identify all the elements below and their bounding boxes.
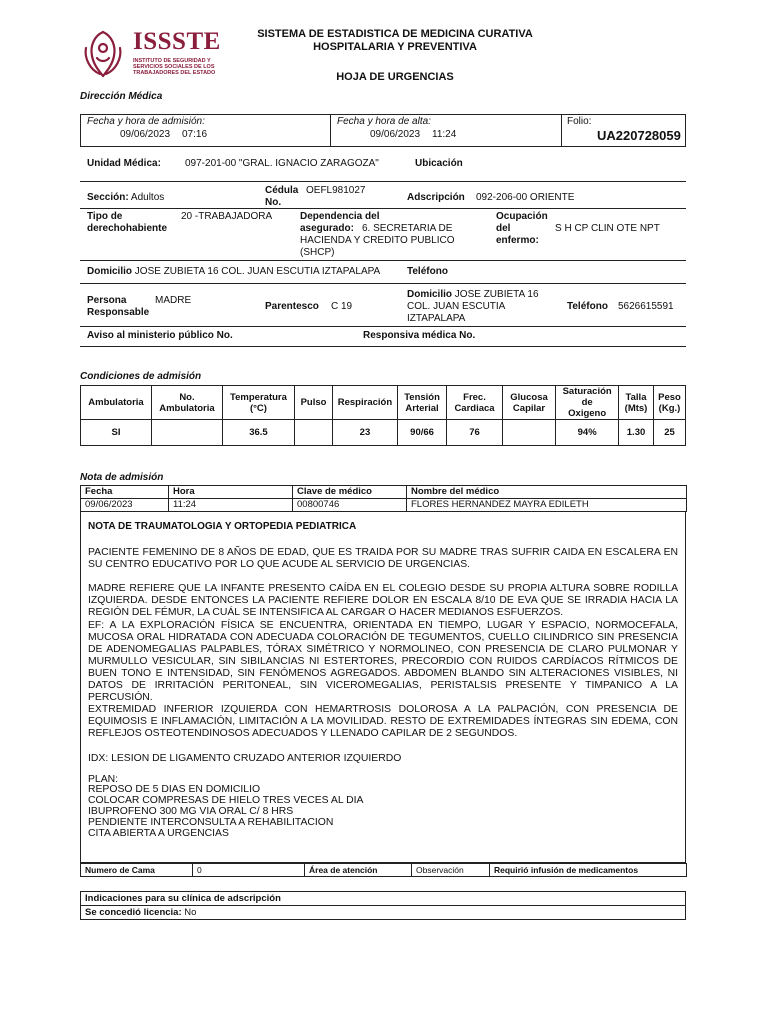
nota-body (80, 511, 686, 863)
resp-telefono-value: 5626615591 (618, 301, 674, 312)
nota-header-hora: Hora (169, 486, 293, 499)
dependencia-value-1: 6. SECRETARIA DE (362, 223, 453, 234)
cama-infusion-label: Requirió infusión de medicamentos (490, 864, 687, 877)
resp-telefono-label: Teléfono (567, 301, 608, 312)
licencia-value: No (184, 907, 197, 918)
vitals-value-cell: 36.5 (222, 420, 294, 446)
vital-signs-table (80, 385, 686, 446)
ocupacion-label-3: enfermo: (496, 235, 539, 246)
nota-paragraph-3: EF: A LA EXPLORACIÓN FÍSICA SE ENCUENTRA, ORIENTADA EN TIEMPO, LUGAR Y ESPACIO, NORMOCEFALA, MUCOSA ORAL HIDRATADA CON ADECUADA COLORACIÓN DE TEGUMENTOS, CUELLO CILINDRICO SIN PRESENCIA DE ADENOMEGALIAS PALPABLES, TÓRAX SIMÉTRICO Y NORMOLINEO, CON PRESENCIA DE CLARO PULMONAR Y MURMULLO VESICULAR, SIN SIBILANCIAS NI ESTERTORES, PRECORDIO CON RUIDOS CARDÍACOS RÍTMICOS DE BUEN TONO E INTENSIDAD, SIN FENÓMENOS AGREGADOS. ABDOMEN BLANDO SIN ALTERACIONES VISIBLES, NI DATOS DE IRRITACIÓN PERITONEAL, SIN VICEROMEGALIAS, PERISTALSIS PRESENTE Y TIMPANICO A LA PERCUSIÓN. (88, 619, 678, 704)
system-title-line1: SISTEMA DE ESTADISTICA DE MEDICINA CURATIVA (257, 28, 533, 40)
domicilio-value: JOSE ZUBIETA 16 COL. JUAN ESCUTIA IZTAPALAPA (134, 266, 381, 277)
vitals-header-line: Tensión (404, 391, 440, 403)
vitals-header-line: Ambulatoria (88, 397, 144, 408)
nota-paragraph-2: MADRE REFIERE QUE LA INFANTE PRESENTO CAÍDA EN EL COLEGIO DESDE SU PROPIA ALTURA SOBRE RODILLA IZQUIERDA. DESDE ENTONCES LA PACIENTE REFIERE DOLOR EN ESCALA 8/10 DE EVA QUE SE IRRADIA HACIA LA REGIÓN DEL FÉMUR, LA CUÁL SE INTENSIFICA AL CARGAR O HACER MEDIANOS ESFUERZOS. (88, 583, 678, 619)
plan-line: CITA ABIERTA A URGENCIAS (88, 827, 229, 839)
vitals-header-line: de (581, 397, 593, 408)
resp-domicilio-value-2: COL. JUAN ESCUTIA (407, 301, 506, 312)
vitals-header-line: Oxigeno (568, 408, 607, 419)
admission-time: 07:16 (182, 129, 208, 140)
nota-idx: IDX: LESION DE LIGAMENTO CRUZADO ANTERIOR IZQUIERDO (88, 752, 402, 764)
cama-table (80, 863, 687, 877)
nota-hora: 11:24 (169, 499, 293, 512)
cedula-label-2: No. (265, 197, 282, 208)
dependencia-value-2: HACIENDA Y CREDITO PUBLICO (300, 235, 455, 246)
responsiva-label: Responsiva médica No. (363, 330, 476, 341)
vitals-value-cell: 1.30 (619, 420, 654, 446)
admission-date-label: Fecha y hora de admisión: (87, 116, 205, 127)
tipo-label-1: Tipo de (87, 211, 123, 222)
vitals-value-cell: 90/66 (397, 420, 446, 446)
vitals-header-line: (Mts) (624, 402, 648, 414)
logo-subtitle: INSTITUTO DE SEGURIDAD Y SERVICIOS SOCIALES DE LOS TRABAJADORES DEL ESTADO (133, 58, 216, 76)
issste-logo-icon (80, 28, 126, 80)
admission-date: 09/06/2023 (120, 129, 171, 140)
parentesco-value: C 19 (331, 301, 353, 312)
vitals-value-cell (294, 420, 332, 446)
vitals-header-cell (397, 386, 446, 420)
seccion-value: Adultos (130, 192, 165, 203)
vitals-header-line: (°C) (249, 402, 267, 414)
persona-label-1: Persona (87, 295, 127, 306)
cama-area-value: Observación (412, 864, 490, 877)
vitals-header-cell (619, 386, 654, 420)
vitals-header-line: Arterial (405, 402, 439, 414)
plan-line: REPOSO DE 5 DIAS EN DOMICILIO (88, 784, 261, 796)
cama-numero-value: 0 (193, 864, 305, 877)
nota-header-fecha: Fecha (81, 486, 169, 499)
vitals-header-line: Glucosa (510, 391, 548, 403)
section-direccion: Dirección Médica (80, 91, 163, 102)
nota-table (80, 485, 687, 512)
vitals-header-line: Pulso (300, 397, 327, 408)
vitals-header-line: Capilar (512, 402, 546, 414)
folio-value: UA220728059 (597, 128, 681, 143)
tipo-value: 20 -TRABAJADORA (181, 211, 273, 222)
nota-nombre: FLORES HERNANDEZ MAYRA EDILETH (407, 499, 687, 512)
aviso-ministerio-label: Aviso al ministerio público No. (87, 330, 233, 341)
parentesco-label: Parentesco (265, 301, 319, 312)
ocupacion-label-1: Ocupación (496, 211, 548, 222)
nota-fecha: 09/06/2023 (81, 499, 169, 512)
vitals-header-line: Talla (625, 391, 647, 403)
vitals-header-cell (151, 386, 222, 420)
vitals-value-cell: 25 (654, 420, 686, 446)
nota-title: Nota de admisión (80, 472, 164, 483)
licencia-label: Se concedió licencia: (85, 907, 182, 918)
vitals-header-cell (294, 386, 332, 420)
plan-line: PLAN: (88, 773, 119, 785)
vitals-header-line: Peso (658, 391, 681, 403)
vitals-header-line: No. (179, 391, 195, 403)
nota-paragraph-1: PACIENTE FEMENINO DE 8 AÑOS DE EDAD, QUE ES TRAIDA POR SU MADRE TRAS SUFRIR CAIDA EN ESCALERA EN SU CENTRO EDUCATIVO POR LO QUE ACUDE AL SERVICIO DE URGENCIAS. (88, 547, 678, 571)
persona-value: MADRE (155, 295, 192, 306)
nota-header-nombre: Nombre del médico (407, 486, 687, 499)
vitals-header-cell (556, 386, 619, 420)
cama-area-label: Área de atención (305, 864, 412, 877)
nota-header-clave: Clave de médico (293, 486, 407, 499)
vitals-header-cell (654, 386, 686, 420)
document-title: HOJA DE URGENCIAS (336, 71, 454, 83)
indicaciones-table (80, 891, 686, 920)
plan-line: PENDIENTE INTERCONSULTA A REHABILITACION (88, 816, 334, 828)
plan-line: IBUPROFENO 300 MG VIA ORAL C/ 8 HRS (88, 805, 294, 817)
discharge-date-label: Fecha y hora de alta: (337, 116, 431, 127)
vitals-header-cell (222, 386, 294, 420)
discharge-time: 11:24 (432, 129, 457, 140)
ocupacion-label-2: del (496, 223, 511, 234)
cama-numero-label: Numero de Cama (81, 864, 193, 877)
domicilio-label: Domicilio (87, 266, 133, 277)
resp-domicilio-value-3: IZTAPALAPA (407, 313, 466, 324)
adscripcion-value: 092-206-00 ORIENTE (476, 192, 575, 203)
vitals-value-cell: 23 (333, 420, 398, 446)
dependencia-label-2: asegurado: (300, 223, 354, 234)
nota-clave: 00800746 (293, 499, 407, 512)
dependencia-value-3: (SHCP) (300, 247, 335, 258)
resp-domicilio-value-1: JOSE ZUBIETA 16 (454, 289, 539, 300)
vitals-header-line: Ambulatoria (159, 402, 215, 414)
plan-line: COLOCAR COMPRESAS DE HIELO TRES VECES AL DIA (88, 795, 364, 807)
vitals-value-cell: SI (81, 420, 152, 446)
vitals-header-cell (447, 386, 503, 420)
unidad-label: Unidad Médica: (87, 158, 161, 169)
nota-heading: NOTA DE TRAUMATOLOGIA Y ORTOPEDIA PEDIATRICA (88, 521, 357, 532)
vitals-header-line: Frec. (463, 391, 486, 403)
vitals-header-line: Respiración (337, 397, 393, 408)
condiciones-title: Condiciones de admisión (80, 371, 202, 382)
folio-label: Folio: (567, 116, 592, 127)
vitals-value-cell: 76 (447, 420, 503, 446)
vitals-header-line: Cardiaca (454, 402, 495, 414)
cedula-value: OEFL981027 (306, 185, 366, 196)
unidad-value: 097-201-00 "GRAL. IGNACIO ZARAGOZA" (185, 158, 379, 169)
persona-label-2: Responsable (87, 307, 150, 318)
telefono-label: Teléfono (407, 266, 448, 277)
tipo-label-2: derechohabiente (87, 223, 168, 234)
discharge-date: 09/06/2023 (370, 129, 421, 140)
ubicacion-label: Ubicación (415, 158, 463, 169)
vitals-header-cell (81, 386, 152, 420)
vitals-header-line: Saturación (562, 386, 612, 397)
dependencia-label-1: Dependencia del (300, 211, 380, 222)
nota-paragraph-4: EXTREMIDAD INFERIOR IZQUIERDA CON HEMARTROSIS DOLOROSA A LA PALPACIÓN, CON PRESENCIA DE EQUIMOSIS E INFLAMACIÓN, LIMITACIÓN A LA MOVILIDAD. RESTO DE EXTREMIDADES ÍNTEGRAS SIN EDEMA, CON REFLEJOS OSTEOTENDINOSOS ADECUADOS Y LLENADO CAPILAR DE 2 SEGUNDOS. (88, 704, 678, 740)
vitals-value-cell (151, 420, 222, 446)
vitals-value-cell (502, 420, 556, 446)
vitals-header-line: (Kg.) (658, 402, 681, 414)
vitals-header-cell (333, 386, 398, 420)
indicaciones-label: Indicaciones para su clínica de adscripción (81, 892, 686, 906)
vitals-header-line: Temperatura (230, 391, 287, 403)
vitals-value-cell: 94% (556, 420, 619, 446)
resp-domicilio-label: Domicilio (407, 289, 453, 300)
logo-wordmark: ISSSTE (133, 28, 221, 55)
cedula-label-1: Cédula (265, 185, 299, 196)
system-title-line2: HOSPITALARIA Y PREVENTIVA (313, 41, 477, 53)
ocupacion-value: S H CP CLIN OTE NPT (555, 223, 660, 234)
vitals-header-cell (502, 386, 556, 420)
adscripcion-label: Adscripción (407, 192, 465, 203)
nota-plan (88, 775, 678, 840)
seccion-label: Sección: (87, 192, 129, 203)
